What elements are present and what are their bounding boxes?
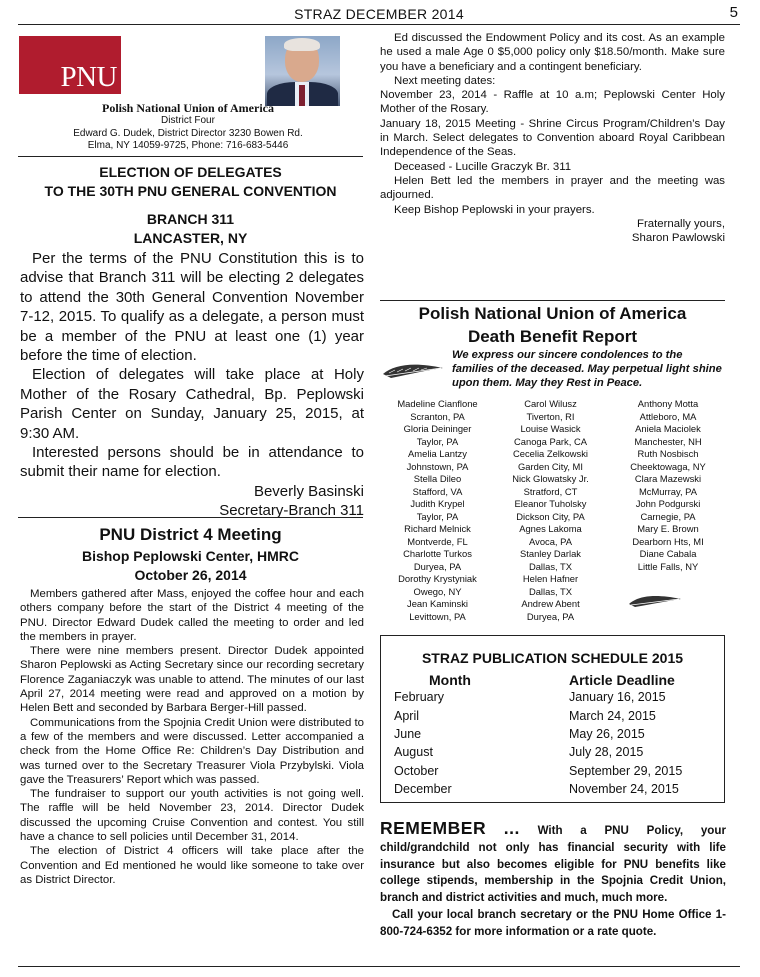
deceased-name: Madeline Cianflone [397, 398, 478, 409]
deceased-column-2 [493, 398, 608, 623]
schedule-row [394, 709, 714, 727]
logo-text: PNU [60, 61, 117, 93]
continued-paragraph: Next meeting dates: [394, 74, 496, 87]
deceased-name: Charlotte Turkos [403, 548, 472, 559]
deceased-column-3 [608, 398, 728, 573]
deceased-name: Judith Krypel [410, 498, 465, 509]
deceased-name: Ruth Nosbisch [637, 448, 699, 459]
continued-paragraph: Ed discussed the Endowment Policy and its cost. As an example he used a male Age 0 $5,000 policy only $18.50/month. Make sure you have a beneficiary and a contingent beneficiary. [380, 32, 725, 73]
deceased-name: Dorothy Krystyniak [398, 573, 477, 584]
deceased-column-1 [380, 398, 495, 623]
signature-name: Sharon Pawlowski [631, 232, 725, 245]
election-paragraph: Election of delegates will take place at Holy Mother of the Rosary Cathedral, Bp. Peplowski Parish Center on Sunday, January 25, 2015, at 9:30 AM. [20, 366, 364, 442]
district-phone: Elma, NY 14059-9725, Phone: 716-683-5446 [87, 140, 289, 151]
deceased-location: Montverde, FL [407, 535, 468, 547]
remember-ellipsis: ... [503, 818, 520, 838]
schedule-title: STRAZ PUBLICATION SCHEDULE 2015 [421, 650, 684, 666]
deceased-location: Stafford, VA [412, 485, 463, 497]
continued-paragraph: Helen Bett led the members in prayer and the meeting was adjourned. [380, 174, 725, 202]
deceased-location: Tiverton, RI [526, 410, 575, 422]
divider [18, 517, 363, 518]
deceased-name: Cecelia Zelkowski [512, 448, 589, 459]
signature-title: Secretary-Branch 311 [219, 502, 364, 520]
schedule-month: June [394, 727, 422, 741]
deceased-name: Anthony Motta [637, 398, 699, 409]
schedule-row [394, 690, 714, 708]
pnu-logo [19, 36, 121, 94]
district-org-name: Polish National Union of America [101, 101, 274, 115]
deceased-name: Stanley Darlak [520, 548, 581, 559]
deceased-location: Stratford, CT [523, 485, 578, 497]
schedule-month: August [394, 745, 433, 759]
meeting-paragraph: There were nine members present. Director Dudek appointed Sharon Peplowski as Acting Secretary since our recording secretary Florence Zaganiaczyk was unable to attend. The minutes of our last April 27, 2014 meeting were read and approved on a motion by Helen Bett and seconded by Barbara Berger-Hill passed. [20, 645, 364, 715]
closing: Fraternally yours, [637, 217, 725, 230]
condolences-text: We express our sincere condolences to the families of the deceased. May perpetual light shine upon them. May they Rest in Peace. [452, 349, 722, 389]
schedule-row [394, 764, 714, 782]
continued-paragraph: Keep Bishop Peplowski in your prayers. [394, 203, 595, 216]
divider [380, 300, 725, 301]
deceased-location: Dearborn Hts, MI [632, 535, 704, 547]
obituary-subtitle: Death Benefit Report [467, 327, 638, 346]
deceased-location: McMurray, PA [639, 485, 697, 497]
election-title: ELECTION OF DELEGATES [99, 164, 282, 180]
deadline-header: Article Deadline [569, 672, 675, 688]
election-paragraph: Interested persons should be in attendance to submit their name for election. [20, 444, 364, 481]
meeting-paragraph: The election of District 4 officers will take place after the Convention and Ed mentioned he would like someone to take over as District Director. [20, 845, 364, 886]
continued-paragraph: Deceased - Lucille Graczyk Br. 311 [394, 160, 572, 173]
deceased-name: Eleanor Tuholsky [514, 498, 587, 509]
meeting-body [20, 587, 364, 887]
deceased-location: Cheektowaga, NY [630, 460, 706, 472]
schedule-deadline: May 26, 2015 [569, 727, 645, 741]
schedule-row [394, 782, 714, 800]
deceased-location: Garden City, MI [518, 460, 583, 472]
meeting-paragraph: The fundraiser to support our youth activities is not going well. The raffle will be held November 23, 2014. Director Dudek discussed the upcoming Cruise Convention and contest. You still have a chance to sell policies until December 31, 2014. [20, 788, 364, 844]
deceased-name: Mary E. Brown [637, 523, 699, 534]
deceased-location: Duryea, PA [526, 610, 575, 622]
page-number: 5 [729, 4, 738, 21]
deceased-name: John Podgurski [635, 498, 701, 509]
meeting-title: PNU District 4 Meeting [99, 525, 282, 544]
deceased-name: Diane Cabala [639, 548, 697, 559]
deceased-location: Scranton, PA [410, 410, 465, 422]
deceased-location: Carnegie, PA [640, 510, 696, 522]
deceased-location: Dallas, TX [528, 585, 573, 597]
continued-paragraph: November 23, 2014 - Raffle at 10 a.m; Peplowski Center Holy Mother of the Rosary. [380, 89, 725, 116]
meeting-paragraph: Members gathered after Mass, enjoyed the coffee hour and each others company before the start of the District 4 meeting of the PNU. Director Edward Dudek called the meeting to order and led the members in prayer. [20, 588, 364, 643]
quill-icon [381, 360, 445, 382]
deceased-name: Amelia Lantzy [408, 448, 467, 459]
remember-notice [380, 820, 726, 941]
schedule-month: February [394, 690, 445, 704]
meeting-paragraph: Communications from the Spojnia Credit Union were distributed to a few of the members and were discussed. Letter accompanied a check from the Home Office Re: Children’s Day Distribution and was turned over to the Secretary Treasurer Viola Przybylski. Viola gave the Treasurers’ Report which was passed. [20, 716, 364, 786]
deceased-name: Carol Wilusz [524, 398, 577, 409]
schedule-month: December [394, 782, 452, 796]
deceased-location: Little Falls, NY [637, 560, 699, 572]
deceased-name: Clara Mazewski [634, 473, 702, 484]
district-line: District Four [161, 115, 215, 126]
deceased-location: Manchester, NH [634, 435, 702, 447]
deceased-location: Dallas, TX [528, 560, 573, 572]
meeting-subtitle: Bishop Peplowski Center, HMRC [81, 548, 300, 564]
bottom-rule [18, 966, 740, 967]
schedule-month: October [394, 764, 439, 778]
remember-text: With a PNU Policy, your child/grandchild not only has financial security with life insurance but also becomes eligible for PNU benefits like college stipends, membership in the Spojnia Credit Union, branch and district activities and much, much more. [380, 824, 726, 905]
deceased-name: Louise Wasick [520, 423, 581, 434]
district-address: Edward G. Dudek, District Director 3230 Bowen Rd. [73, 128, 303, 139]
deceased-location: Taylor, PA [416, 435, 459, 447]
deceased-location: Avoca, PA [529, 535, 572, 547]
deceased-name: Helen Hafner [522, 573, 579, 584]
election-title-line2: TO THE 30TH PNU GENERAL CONVENTION [44, 183, 337, 199]
deceased-name: Richard Melnick [404, 523, 471, 534]
deceased-location: Levittown, PA [409, 610, 466, 622]
deceased-location: Attleboro, MA [639, 410, 697, 422]
signature-name: Beverly Basinski [253, 482, 364, 500]
election-paragraph: Per the terms of the PNU Constitution this is to advise that Branch 311 will be electing 2 delegates to attend the 30th General Convention November 7-12, 2015. To qualify as a delegate, a person must be a member of the PNU at least one (1) year before the time of election. [20, 250, 364, 365]
deceased-name: Gloria Deininger [403, 423, 472, 434]
deceased-name: Stella Dileo [413, 473, 462, 484]
deceased-location: Canoga Park, CA [514, 435, 587, 447]
deceased-name: Nick Glowatsky Jr. [512, 473, 589, 484]
deceased-name: Agnes Lakoma [519, 523, 582, 534]
deceased-name: Jean Kaminski [407, 598, 468, 609]
deceased-location: Owego, NY [413, 585, 462, 597]
deceased-location: Taylor, PA [416, 510, 459, 522]
page-header [18, 6, 740, 25]
election-body [20, 249, 364, 521]
schedule-month: April [394, 709, 420, 723]
deceased-location: Dickson City, PA [516, 510, 585, 522]
remember-word: REMEMBER [380, 818, 487, 838]
meeting-continued [380, 31, 725, 245]
schedule-deadline: July 28, 2015 [569, 745, 644, 759]
schedule-row [394, 745, 714, 763]
month-header: Month [429, 672, 471, 688]
deceased-location: Duryea, PA [413, 560, 462, 572]
schedule-row [394, 727, 714, 745]
schedule-deadline: November 24, 2015 [569, 782, 679, 796]
newsletter-title: STRAZ DECEMBER 2014 [294, 6, 464, 22]
schedule-deadline: March 24, 2015 [569, 709, 656, 723]
remember-call: Call your local branch secretary or the PNU Home Office 1-800-724-6352 for more information or a rate quote. [380, 907, 726, 938]
quill-icon [627, 592, 683, 610]
branch-name: BRANCH 311 [146, 211, 235, 227]
director-photo [265, 36, 340, 106]
obituary-title: Polish National Union of America [418, 304, 687, 323]
deceased-location: Johnstown, PA [406, 460, 469, 472]
schedule-deadline: September 29, 2015 [569, 764, 683, 778]
schedule-deadline: January 16, 2015 [569, 690, 666, 704]
deceased-name: Aniela Maciolek [635, 423, 701, 434]
continued-paragraph: January 18, 2015 Meeting - Shrine Circus Program/Children’s Day in March. Select delegates to Convention aboard Royal Caribbean Independence of the Seas. [380, 117, 725, 159]
publication-schedule [380, 635, 725, 803]
branch-location: LANCASTER, NY [133, 230, 248, 246]
meeting-date: October 26, 2014 [134, 567, 247, 583]
divider [18, 156, 363, 157]
deceased-name: Andrew Abent [521, 598, 580, 609]
